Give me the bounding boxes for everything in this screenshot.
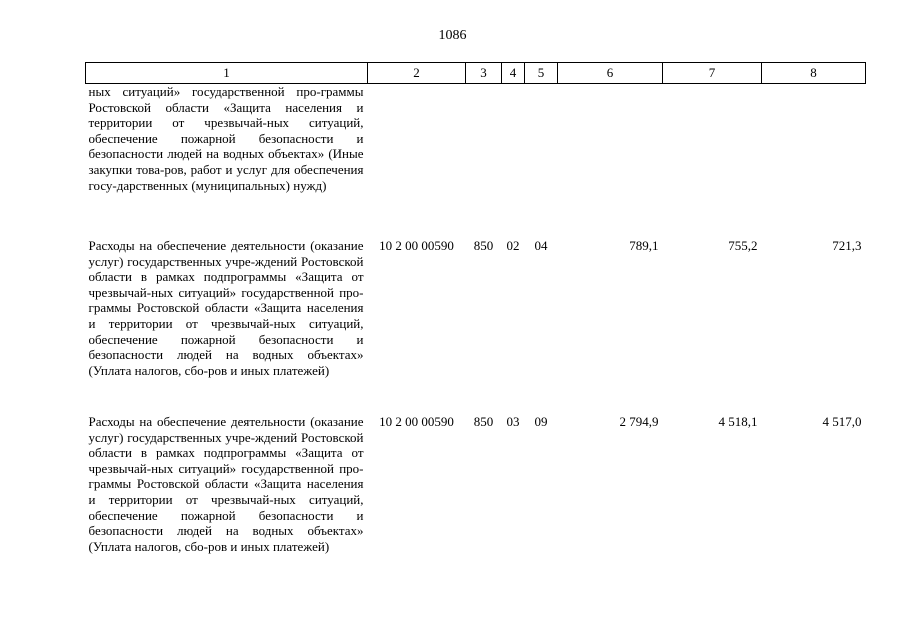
amount-col-7: 755,2 [728,238,758,253]
column-header-6: 6 [558,63,663,84]
amount-col-6 [558,84,663,235]
table-row [86,84,866,235]
target-code: 10 2 00 00590 [379,238,454,253]
amount-col-7: 4 518,1 [718,414,758,429]
row-description: Расходы на обеспечение деятельности (оказание услуг) государственных учре-ждений Ростовской области в рамках подпрограммы «Защита от чрезвычай-ных ситуаций» государственной про-граммы Ростовской области «Защита населения и территории от чрезвычай-ных ситуаций, обеспечение пожарной безопасности и безопасности людей на водных объектах» (Уплата налогов, сбо-ров и иных платежей) [88,414,364,554]
amount-col-6: 2 794,9 [619,414,659,429]
amount-col-8: 721,3 [832,238,862,253]
page-number: 1086 [438,28,467,43]
budget-table [85,62,866,554]
column-header-7: 7 [663,63,762,84]
subsection-code: 09 [534,414,548,429]
amount-col-6: 789,1 [629,238,659,253]
amount-col-7 [663,84,762,235]
target-code [368,84,466,235]
section-code: 02 [506,238,520,253]
column-header-2: 2 [368,63,466,84]
subsection-code: 04 [534,238,548,253]
target-code: 10 2 00 00590 [379,414,454,429]
column-header-3: 3 [466,63,502,84]
table-header-row [86,63,866,84]
column-header-4: 4 [502,63,525,84]
table-row [86,234,866,410]
section-code [502,84,525,235]
amount-col-8: 4 517,0 [822,414,862,429]
column-header-5: 5 [525,63,558,84]
table-row [86,410,866,554]
amount-col-8 [762,84,866,235]
row-description: ных ситуаций» государственной про-граммы Ростовской области «Защита населения и территории от чрезвычай-ных ситуаций, обеспечение пожарной безопасности и безопасности людей на водных объектах» (Иные закупки това-ров, работ и услуг для обеспечения госу-дарственных (муниципальных) нужд) [88,84,364,193]
column-header-1: 1 [86,63,368,84]
row-description: Расходы на обеспечение деятельности (оказание услуг) государственных учре-ждений Ростовской области в рамках подпрограммы «Защита от чрезвычай-ных ситуаций» государственной про-граммы Ростовской области «Защита населения и территории от чрезвычай-ных ситуаций, обеспечение пожарной безопасности и безопасности людей на водных объектах» (Уплата налогов, сбо-ров и иных платежей) [88,238,364,378]
expense-type: 850 [473,414,494,429]
subsection-code [525,84,558,235]
expense-type: 850 [473,238,494,253]
section-code: 03 [506,414,520,429]
expense-type [466,84,502,235]
column-header-8: 8 [762,63,866,84]
